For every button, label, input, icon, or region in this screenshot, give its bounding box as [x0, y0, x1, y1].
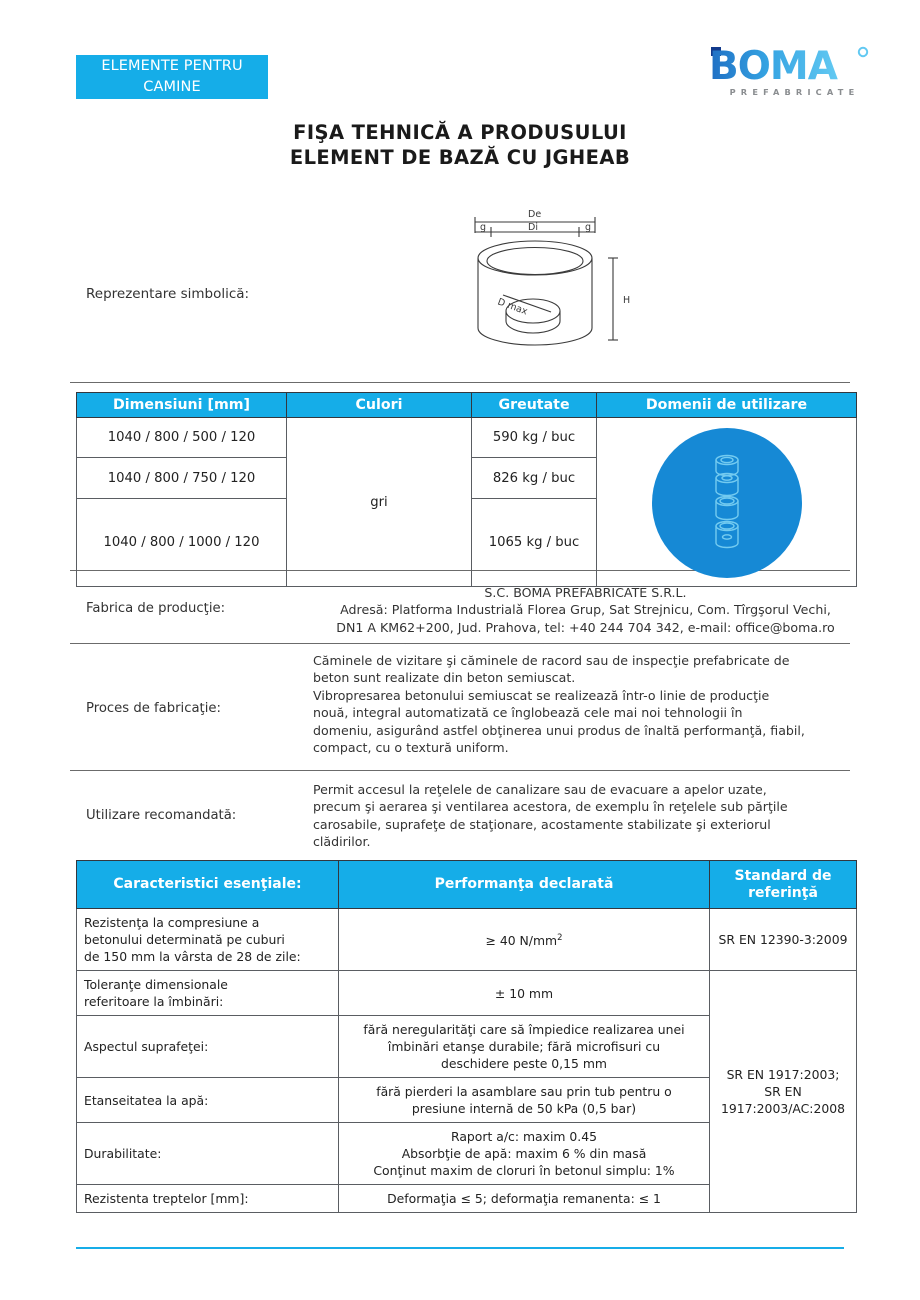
char-name-line-2: betonului determinată pe cuburi: [84, 932, 285, 947]
factory-details: [313, 584, 858, 636]
char-standard-line-1: SR EN 1917:2003;: [726, 1067, 840, 1082]
table-row: [77, 418, 857, 458]
manhole-stack-icon: [700, 447, 754, 559]
product-technical-drawing: [447, 200, 637, 364]
process-line-2: beton sunt realizate din beton semiuscat.: [313, 670, 576, 686]
process-line-4: nouă, integral automatizată ce înglobează cele mai noi tehnologii în: [313, 705, 743, 721]
char-name-water-tightness: Etanseitatea la apă:: [77, 1078, 339, 1123]
char-name-compressive-strength: [77, 909, 339, 971]
spec-usage-domains-cell: [597, 418, 857, 587]
char-name-line-2: referitoare la îmbinări:: [84, 994, 224, 1009]
process-description: [313, 652, 858, 756]
spec-dimension-value-2: 1040 / 800 / 750 / 120: [77, 458, 287, 498]
char-standard-compressive-strength: SR EN 12390-3:2009: [710, 909, 857, 971]
char-standard-merged: [710, 971, 857, 1213]
char-perf-dimensional-tolerances: ± 10 mm: [339, 971, 710, 1016]
process-line-6: compact, cu o textură uniform.: [313, 740, 509, 756]
char-name-line-1: Rezistenţa la compresiune a: [84, 915, 260, 930]
char-header-characteristics: Caracteristici esenţiale:: [77, 861, 339, 909]
char-perf-line-1: Raport a/c: maxim 0.45: [451, 1129, 597, 1144]
recommended-usage-label: Utilizare recomandată:: [86, 808, 237, 823]
category-badge: [76, 55, 268, 99]
char-name-step-resistance: Rezistenta treptelor [mm]:: [77, 1185, 339, 1213]
char-name-line-1: Toleranţe dimensionale: [84, 977, 228, 992]
char-perf-line-2: presiune internă de 50 kPa (0,5 bar): [411, 1101, 637, 1116]
char-perf-surface-aspect: [339, 1016, 710, 1078]
char-perf-water-tightness: [339, 1078, 710, 1123]
usage-domain-circle: [652, 428, 802, 578]
char-perf-line-2: îmbinări etanşe durabile; fără microfisuri cu: [387, 1039, 661, 1054]
divider-below-process: [70, 770, 850, 771]
char-perf-value: ≥ 40 N/mm: [485, 933, 558, 949]
char-header-standard-line1: Standard de: [734, 867, 832, 884]
spec-header-weight: Greutate: [472, 393, 597, 418]
drawing-label-de: De: [528, 209, 542, 220]
usage-line-2: precum şi aerarea şi ventilarea acestora, de exemplu în reţelele sub părţile: [313, 799, 788, 815]
divider-above-spec-table: [70, 382, 850, 383]
process-label: Proces de fabricaţie:: [86, 701, 221, 716]
table-row: [77, 909, 857, 971]
spec-table-header-row: [77, 393, 857, 418]
spec-header-usage-domains: Domenii de utilizare: [597, 393, 857, 418]
char-perf-compressive-strength: [339, 909, 710, 971]
char-name-dimensional-tolerances: [77, 971, 339, 1016]
table-row: [77, 971, 857, 1016]
manhole-base-drawing-icon: [447, 200, 637, 360]
usage-line-4: clădirilor.: [313, 834, 371, 850]
spec-weight-value-2: 826 kg / buc: [472, 458, 597, 498]
category-badge-line2: CAMINE: [143, 79, 201, 95]
process-line-1: Căminele de vizitare şi căminele de racord sau de inspecţie prefabricate de: [313, 653, 790, 668]
usage-line-3: carosabile, suprafeţe de staţionare, acostamente stabilizate şi exteriorul: [313, 816, 771, 832]
char-header-performance: Performanţa declarată: [339, 861, 710, 909]
char-name-durability: Durabilitate:: [77, 1123, 339, 1185]
factory-address-line1: Adresă: Platforma Industrialǎ Florea Grup, Sat Strejnicu, Com. Tîrgşorul Vechi,: [340, 602, 831, 618]
boma-logo: [703, 42, 878, 100]
process-line-5: domeniu, asigurând astfel obţinerea unui produs de înaltă performanţă, fiabil,: [313, 722, 805, 738]
spec-header-dimensions: Dimensiuni [mm]: [77, 393, 287, 418]
factory-name: S.C. BOMA PREFABRICATE S.R.L.: [484, 585, 687, 600]
page-title: [0, 120, 920, 170]
factory-label: Fabrica de producţie:: [86, 601, 226, 616]
recommended-usage-description: [313, 781, 858, 851]
logo-subtitle: PREFABRICATE: [729, 87, 860, 97]
divider-below-factory: [70, 643, 850, 644]
usage-line-1: Permit accesul la reţelele de canalizare sau de evacuare a apelor uzate,: [313, 782, 767, 797]
char-perf-line-3: deschidere peste 0,15 mm: [441, 1056, 607, 1071]
symbolic-representation-label: Reprezentare simbolică:: [86, 286, 250, 302]
product-specifications-table: [76, 392, 857, 587]
boma-wordmark-icon: [703, 42, 878, 86]
char-table-header-row: [77, 861, 857, 909]
char-header-standard: [710, 861, 857, 909]
svg-text:BOMA: BOMA: [709, 44, 837, 86]
char-standard-line-2: SR EN: [764, 1084, 802, 1099]
footer-divider: [76, 1247, 844, 1249]
char-perf-line-3: Conţinut maxim de cloruri în betonul simplu: 1%: [373, 1163, 675, 1178]
page-header: [0, 0, 920, 110]
char-perf-durability: [339, 1123, 710, 1185]
char-perf-line-2: Absorbţie de apă: maxim 6 % din masă: [401, 1146, 647, 1161]
char-name-line-3: de 150 mm la vârsta de 28 de zile:: [84, 949, 301, 964]
title-line-2: ELEMENT DE BAZĂ CU JGHEAB: [289, 146, 631, 169]
category-badge-line1: ELEMENTE PENTRU: [101, 58, 243, 74]
char-header-standard-line2: referinţă: [748, 884, 818, 901]
char-perf-line-1: fără pierderi la asamblare sau prin tub pentru o: [376, 1084, 672, 1099]
drawing-label-dmax: D max: [495, 296, 529, 318]
char-standard-line-3: 1917:2003/AC:2008: [720, 1101, 846, 1116]
drawing-label-g-right: g: [585, 222, 592, 233]
char-name-surface-aspect: Aspectul suprafeţei:: [77, 1016, 339, 1078]
spec-dimension-value-3: 1040 / 800 / 1000 / 120: [77, 498, 287, 586]
drawing-label-h: H: [623, 295, 631, 306]
spec-dimension-value-1: 1040 / 800 / 500 / 120: [77, 418, 287, 458]
char-perf-superscript: 2: [557, 932, 563, 943]
drawing-label-g-left: g: [480, 222, 487, 233]
spec-color-value: gri: [287, 418, 472, 587]
factory-address-line2: DN1 A KM62+200, Jud. Prahova, tel: +40 244 704 342, e-mail: office@boma.ro: [336, 619, 835, 635]
spec-weight-value-1: 590 kg / buc: [472, 418, 597, 458]
spec-header-colors: Culori: [287, 393, 472, 418]
title-line-1: FIŞA TEHNICĂ A PRODUSULUI: [293, 121, 627, 144]
char-perf-line-1: fără neregularităţi care să împiedice realizarea unei: [363, 1022, 685, 1037]
essential-characteristics-table: [76, 860, 857, 1213]
spec-weight-value-3: 1065 kg / buc: [472, 498, 597, 586]
process-line-3: Vibropresarea betonului semiuscat se realizează într-o linie de producţie: [313, 687, 770, 703]
drawing-label-di: Di: [528, 222, 538, 233]
char-perf-step-resistance: Deformaţia ≤ 5; deformaţia remanenta: ≤ 1: [339, 1185, 710, 1213]
